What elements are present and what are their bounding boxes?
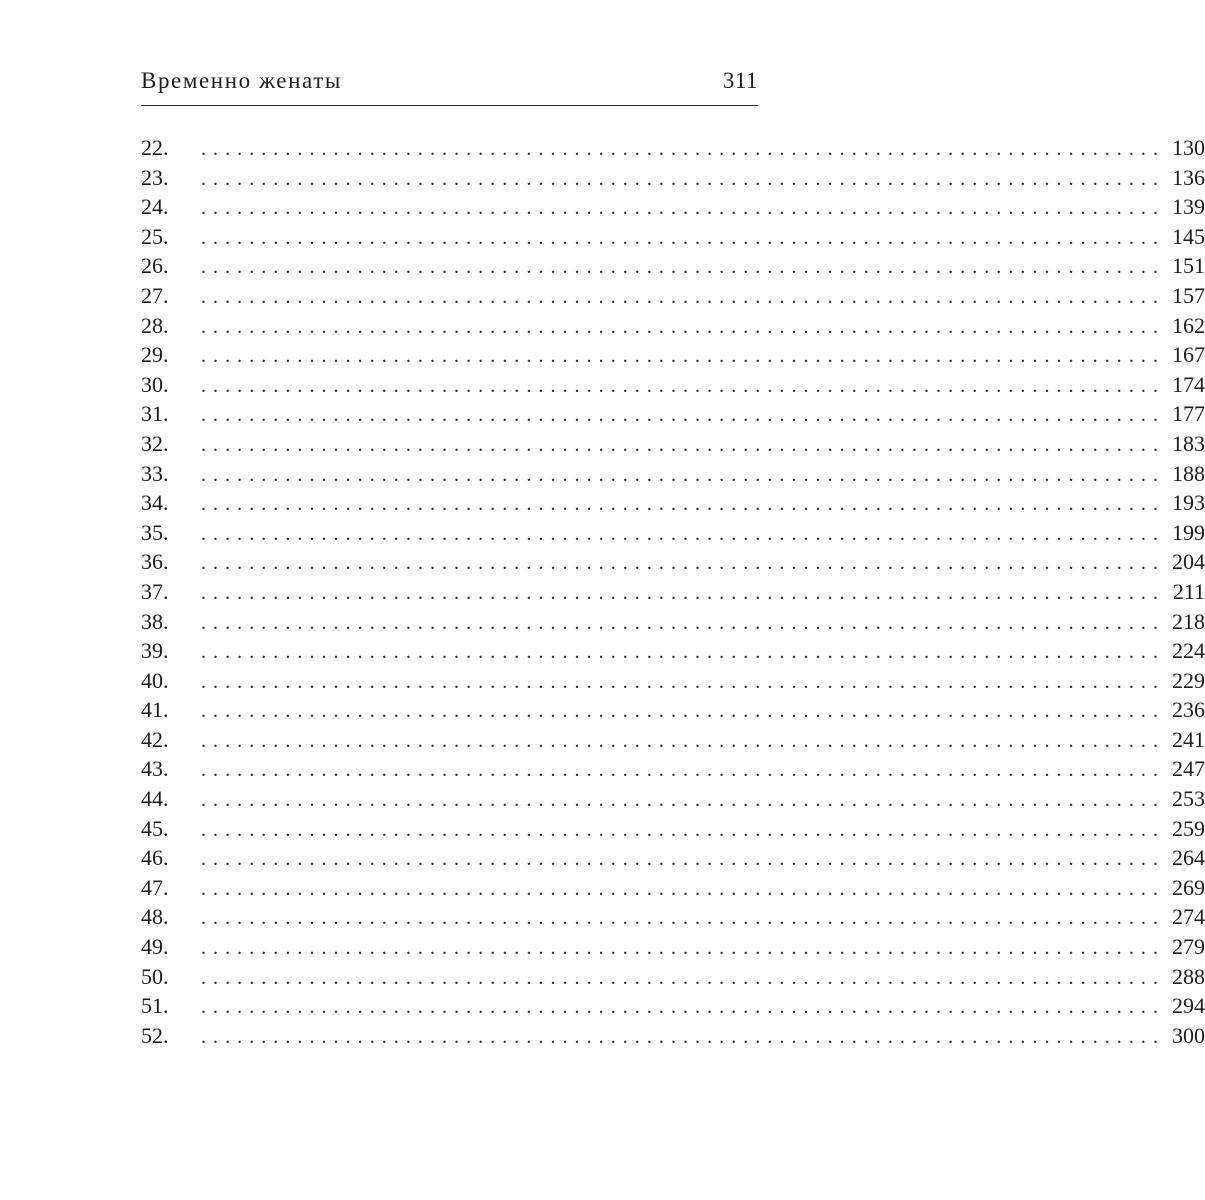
toc-entry (141, 814, 1205, 844)
toc-chapter-number: 46. (141, 845, 169, 871)
toc-entry (141, 962, 1205, 992)
toc-dot-leader: ................................................................................ (201, 167, 1165, 190)
toc-dot-leader: ................................................................................ (201, 345, 1165, 368)
toc-page-number: 274 (1172, 904, 1205, 930)
toc-page-number: 236 (1172, 697, 1205, 723)
toc-page-number: 188 (1172, 460, 1205, 486)
toc-entry (141, 222, 1205, 252)
toc-dot-leader: ................................................................................ (201, 818, 1165, 841)
toc-dot-leader: ................................................................................ (201, 877, 1165, 900)
toc-page-number: 279 (1172, 934, 1205, 960)
toc-chapter-number: 40. (141, 667, 169, 693)
toc-page-number: 224 (1172, 638, 1205, 664)
toc-page-number: 204 (1172, 549, 1205, 575)
toc-page-number: 136 (1172, 164, 1205, 190)
toc-chapter-number: 22. (141, 135, 169, 160)
toc-chapter-number: 43. (141, 756, 169, 782)
toc-dot-leader: ................................................................................ (201, 197, 1165, 220)
toc-page-number: 174 (1172, 371, 1205, 397)
toc-entry (141, 843, 1205, 873)
running-header (141, 68, 758, 102)
toc-entry (141, 784, 1205, 814)
toc-page-number: 241 (1172, 726, 1205, 752)
toc-dot-leader: ................................................................................ (201, 789, 1165, 812)
toc-page-number: 167 (1172, 342, 1205, 368)
toc-entry (141, 281, 1205, 311)
toc-dot-leader: ................................................................................ (201, 700, 1165, 723)
toc-page-number: 139 (1172, 194, 1205, 220)
toc-dot-leader: ................................................................................ (201, 493, 1165, 516)
toc-dot-leader: ................................................................................ (201, 581, 1165, 604)
toc-dot-leader: ................................................................................ (201, 759, 1165, 782)
toc-page-number: 247 (1172, 756, 1205, 782)
toc-dot-leader: ................................................................................ (201, 285, 1165, 308)
toc-entry (141, 932, 1205, 962)
toc-chapter-number: 50. (141, 963, 169, 989)
table-of-contents (141, 133, 1205, 1050)
toc-page-number: 229 (1172, 667, 1205, 693)
toc-chapter-number: 42. (141, 726, 169, 752)
toc-dot-leader: ................................................................................ (201, 404, 1165, 427)
toc-chapter-number: 29. (141, 342, 169, 368)
toc-chapter-number: 23. (141, 164, 169, 190)
toc-entry (141, 754, 1205, 784)
toc-entry (141, 192, 1205, 222)
toc-dot-leader: ................................................................................ (201, 907, 1165, 930)
page-number: 311 (722, 68, 758, 93)
toc-chapter-number: 47. (141, 874, 169, 900)
toc-dot-leader: ................................................................................ (201, 226, 1165, 249)
toc-entry (141, 666, 1205, 696)
toc-entry (141, 370, 1205, 400)
toc-entry (141, 991, 1205, 1021)
toc-dot-leader: ................................................................................ (201, 729, 1165, 752)
toc-chapter-number: 36. (141, 549, 169, 575)
toc-entry (141, 340, 1205, 370)
toc-dot-leader: ................................................................................ (201, 463, 1165, 486)
toc-page-number: 183 (1172, 430, 1205, 456)
toc-dot-leader: ................................................................................ (201, 996, 1165, 1019)
toc-chapter-number: 27. (141, 282, 169, 308)
toc-chapter-number: 39. (141, 638, 169, 664)
toc-chapter-number: 44. (141, 786, 169, 812)
toc-dot-leader: ................................................................................ (201, 522, 1165, 545)
toc-entry (141, 636, 1205, 666)
toc-entry (141, 577, 1205, 607)
toc-chapter-number: 38. (141, 608, 169, 634)
toc-page-number: 269 (1172, 874, 1205, 900)
toc-chapter-number: 41. (141, 697, 169, 723)
toc-page-number: 145 (1172, 223, 1205, 249)
toc-entry (141, 1021, 1205, 1051)
toc-entry (141, 607, 1205, 637)
toc-chapter-number: 26. (141, 253, 169, 279)
toc-page-number: 288 (1172, 963, 1205, 989)
toc-entry (141, 488, 1205, 518)
toc-chapter-number: 24. (141, 194, 169, 220)
toc-dot-leader: ................................................................................ (201, 641, 1165, 664)
toc-chapter-number: 31. (141, 401, 169, 427)
toc-entry (141, 133, 1205, 163)
toc-page-number: 253 (1172, 786, 1205, 812)
toc-chapter-number: 32. (141, 430, 169, 456)
toc-chapter-number: 37. (141, 578, 169, 604)
book-page (141, 0, 1205, 1200)
toc-page-number: 151 (1172, 253, 1205, 279)
toc-dot-leader: ................................................................................ (201, 374, 1165, 397)
toc-entry (141, 518, 1205, 548)
toc-page-number: 218 (1172, 608, 1205, 634)
toc-page-number: 162 (1172, 312, 1205, 338)
toc-chapter-number: 49. (141, 934, 169, 960)
toc-dot-leader: ................................................................................ (201, 315, 1165, 338)
toc-page-number: 264 (1172, 845, 1205, 871)
toc-chapter-number: 52. (141, 1022, 169, 1048)
toc-entry (141, 251, 1205, 281)
toc-dot-leader: ................................................................................ (201, 433, 1165, 456)
toc-entry (141, 459, 1205, 489)
toc-chapter-number: 30. (141, 371, 169, 397)
toc-page-number: 199 (1172, 519, 1205, 545)
toc-chapter-number: 35. (141, 519, 169, 545)
toc-chapter-number: 34. (141, 490, 169, 516)
toc-entry (141, 902, 1205, 932)
toc-page-number: 294 (1172, 993, 1205, 1019)
running-title: Временно женаты (141, 68, 342, 93)
toc-entry (141, 873, 1205, 903)
toc-dot-leader: ................................................................................ (201, 138, 1165, 160)
toc-dot-leader: ................................................................................ (201, 848, 1165, 871)
toc-entry (141, 725, 1205, 755)
toc-chapter-number: 25. (141, 223, 169, 249)
toc-dot-leader: ................................................................................ (201, 1025, 1165, 1048)
toc-page-number: 130 (1172, 135, 1205, 160)
toc-dot-leader: ................................................................................ (201, 552, 1165, 575)
toc-dot-leader: ................................................................................ (201, 966, 1165, 989)
toc-chapter-number: 51. (141, 993, 169, 1019)
toc-dot-leader: ................................................................................ (201, 611, 1165, 634)
toc-page-number: 177 (1172, 401, 1205, 427)
toc-page-number: 193 (1172, 490, 1205, 516)
toc-chapter-number: 28. (141, 312, 169, 338)
toc-entry (141, 311, 1205, 341)
toc-page-number: 211 (1172, 578, 1205, 604)
toc-dot-leader: ................................................................................ (201, 670, 1165, 693)
toc-page-number: 300 (1172, 1022, 1205, 1048)
toc-chapter-number: 45. (141, 815, 169, 841)
header-rule (141, 105, 758, 106)
toc-page-number: 157 (1172, 282, 1205, 308)
toc-entry (141, 429, 1205, 459)
toc-dot-leader: ................................................................................ (201, 937, 1165, 960)
toc-chapter-number: 48. (141, 904, 169, 930)
toc-dot-leader: ................................................................................ (201, 256, 1165, 279)
toc-entry (141, 399, 1205, 429)
toc-chapter-number: 33. (141, 460, 169, 486)
toc-entry (141, 547, 1205, 577)
toc-entry (141, 163, 1205, 193)
toc-page-number: 259 (1172, 815, 1205, 841)
toc-entry (141, 695, 1205, 725)
